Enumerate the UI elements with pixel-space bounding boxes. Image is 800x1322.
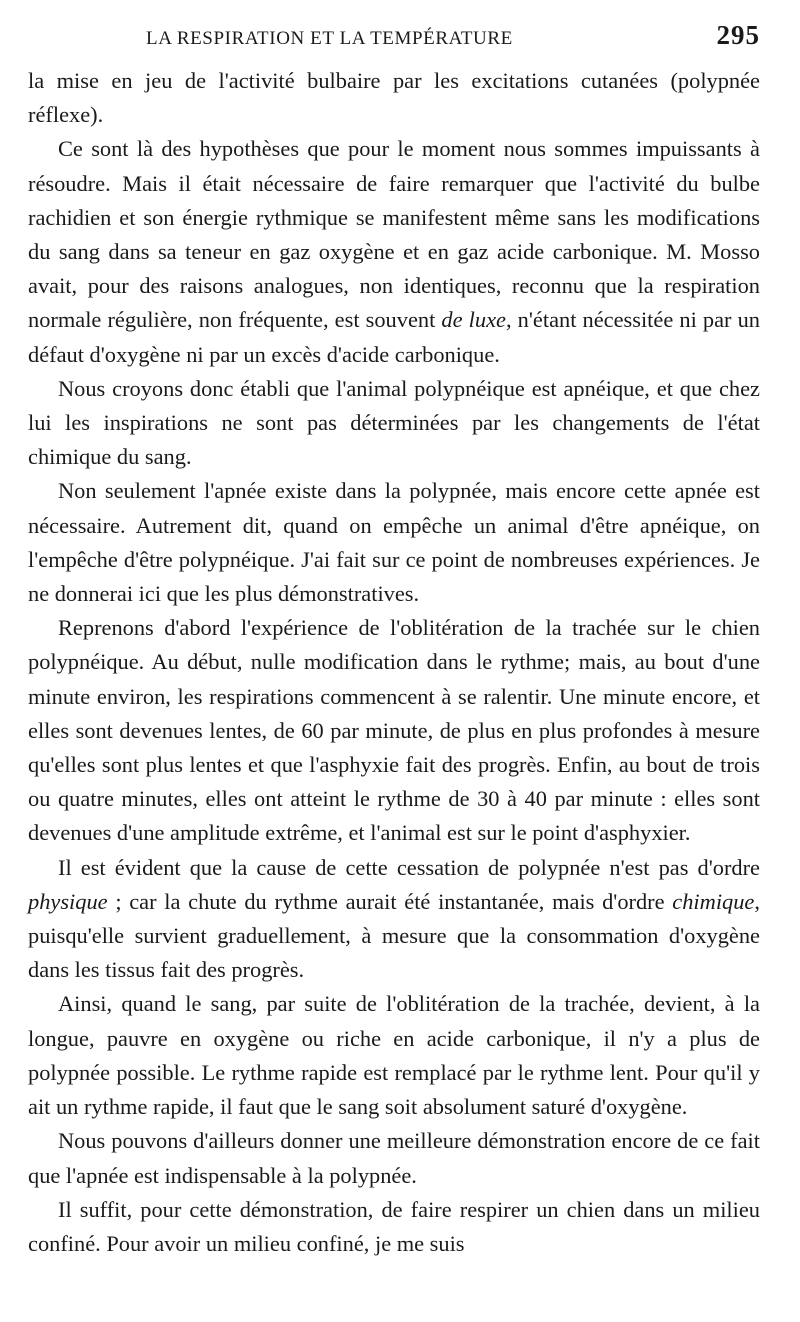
paragraph-6-start: Il est évident que la cause de cette cessation de polypnée n'est pas d'ordre	[58, 854, 760, 880]
paragraph-1: la mise en jeu de l'activité bulbaire par les excitations cutanées (polypnée réflexe).	[28, 68, 760, 128]
running-head	[146, 20, 760, 54]
paragraph-6-italic-physique: physique	[28, 888, 108, 914]
paragraph-5: Reprenons d'abord l'expérience de l'oblitération de la trachée sur le chien polypnéique. Au début, nulle modification dans le rythme; mais, au bout d'une minute environ, les respirations commencent à se ralentir. Une minute encore, et elles sont devenues lentes, de 60 par minute, de plus en plus profondes à mesure qu'elles sont plus lentes et que l'asphyxie fait des progrès. Enfin, au bout de trois ou quatre minutes, elles ont atteint le rythme de 30 à 40 par minute : elles sont devenues d'une amplitude extrême, et l'animal est sur le point d'asphyxier.	[28, 615, 760, 846]
paragraph-6-italic-chimique: chimique	[672, 888, 755, 914]
running-title: LA RESPIRATION ET LA TEMPÉRATURE	[146, 28, 513, 49]
paragraph-2-text: Ce sont là des hypothèses que pour le moment nous sommes impuissants à résoudre. Mais il était nécessaire de faire remarquer que l'activité du bulbe rachidien et son énergie rythmique se manifestent même sans les modifications du sang dans sa teneur en gaz oxygène et en gaz acide carbonique. M. Mosso avait, pour des raisons analogues, non identiques, reconnu que la respiration normale régulière, non fréquente, est souvent	[28, 136, 760, 333]
paragraph-2-italic: de luxe	[441, 307, 506, 333]
paragraph-2	[28, 132, 760, 371]
paragraph-7: Ainsi, quand le sang, par suite de l'oblitération de la trachée, devient, à la longue, pauvre en oxygène ou riche en acide carbonique, il n'y a plus de polypnée possible. Le rythme rapide est remplacé par le rythme lent. Pour qu'il y ait un rythme rapide, il faut que le sang soit absolument saturé d'oxygène.	[28, 991, 760, 1120]
paragraph-8: Nous pouvons d'ailleurs donner une meilleure démonstration encore de ce fait que l'apnée est indispensable à la polypnée.	[28, 1128, 760, 1188]
body-text	[28, 64, 760, 1261]
paragraph-6-end: , puisqu'elle survient graduellement, à mesure que la consommation d'oxygène dans les tissus fait des progrès.	[28, 888, 760, 983]
paragraph-6-mid: ; car la chute du rythme aurait été instantanée, mais d'ordre	[115, 888, 665, 914]
paragraph-2-end: , n'étant nécessitée ni par un défaut d'oxygène ni par un excès d'acide carbonique.	[28, 307, 761, 367]
paragraph-4: Non seulement l'apnée existe dans la polypnée, mais encore cette apnée est nécessaire. Autrement dit, quand on empêche un animal d'être apnéique, on l'empêche d'être polypnéique. J'ai fait sur ce point de nombreuses expériences. Je ne donnerai ici que les plus démonstratives.	[28, 478, 760, 607]
page-number: 295	[716, 20, 760, 50]
paragraph-9: Il suffit, pour cette démonstration, de faire respirer un chien dans un milieu confiné. Pour avoir un milieu confiné, je me suis	[28, 1196, 760, 1256]
paragraph-6	[28, 851, 760, 988]
paragraph-3: Nous croyons donc établi que l'animal polypnéique est apnéique, et que chez lui les inspirations ne sont pas déterminées par les changements de l'état chimique du sang.	[28, 375, 760, 470]
